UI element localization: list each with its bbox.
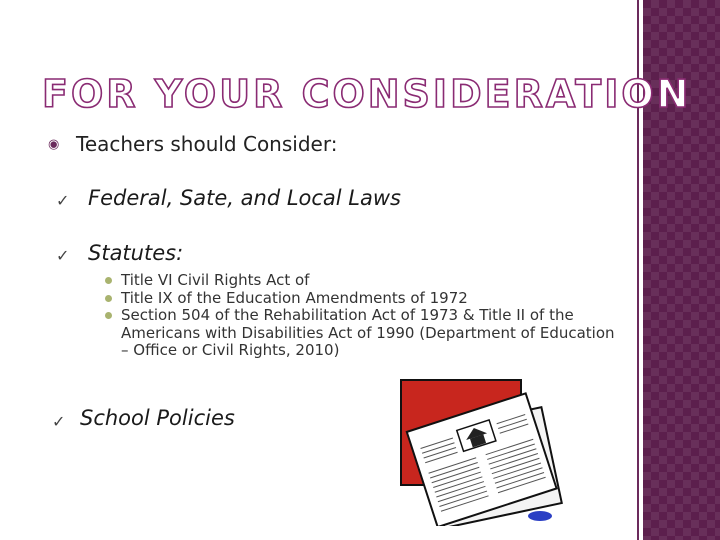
bullet-dot — [105, 312, 112, 319]
newspaper-clipart — [400, 378, 570, 526]
statutes-list — [105, 272, 615, 360]
checkmark-icon: ✓ — [52, 412, 66, 431]
list-item-text: Title VI Civil Rights Act of — [121, 271, 310, 289]
target-circle-icon: ◉ — [48, 137, 60, 152]
list-item-text: Title IX of the Education Amendments of 1972 — [121, 288, 468, 307]
slide-title: FOR YOUR CONSIDERATION — [42, 72, 692, 116]
bullet-dot — [105, 277, 112, 284]
item-laws: Federal, Sate, and Local Laws — [88, 186, 401, 210]
list-item — [105, 272, 615, 290]
item-statutes: Statutes: — [88, 241, 184, 265]
checkmark-icon: ✓ — [56, 191, 70, 210]
main-bullet — [48, 132, 337, 156]
bullet-dot — [105, 295, 112, 302]
list-item-text: Section 504 of the Rehabilitation Act of 1973 & Title II of the Americans with Disabilities Act of 1990 (Department of Education – Office or Civil Rights, 2010) — [121, 306, 615, 359]
list-item — [105, 290, 615, 308]
checkmark-icon: ✓ — [56, 246, 70, 265]
item-school-policies: School Policies — [80, 406, 235, 430]
list-item — [105, 307, 615, 360]
main-bullet-label: Teachers should Consider: — [76, 132, 338, 156]
